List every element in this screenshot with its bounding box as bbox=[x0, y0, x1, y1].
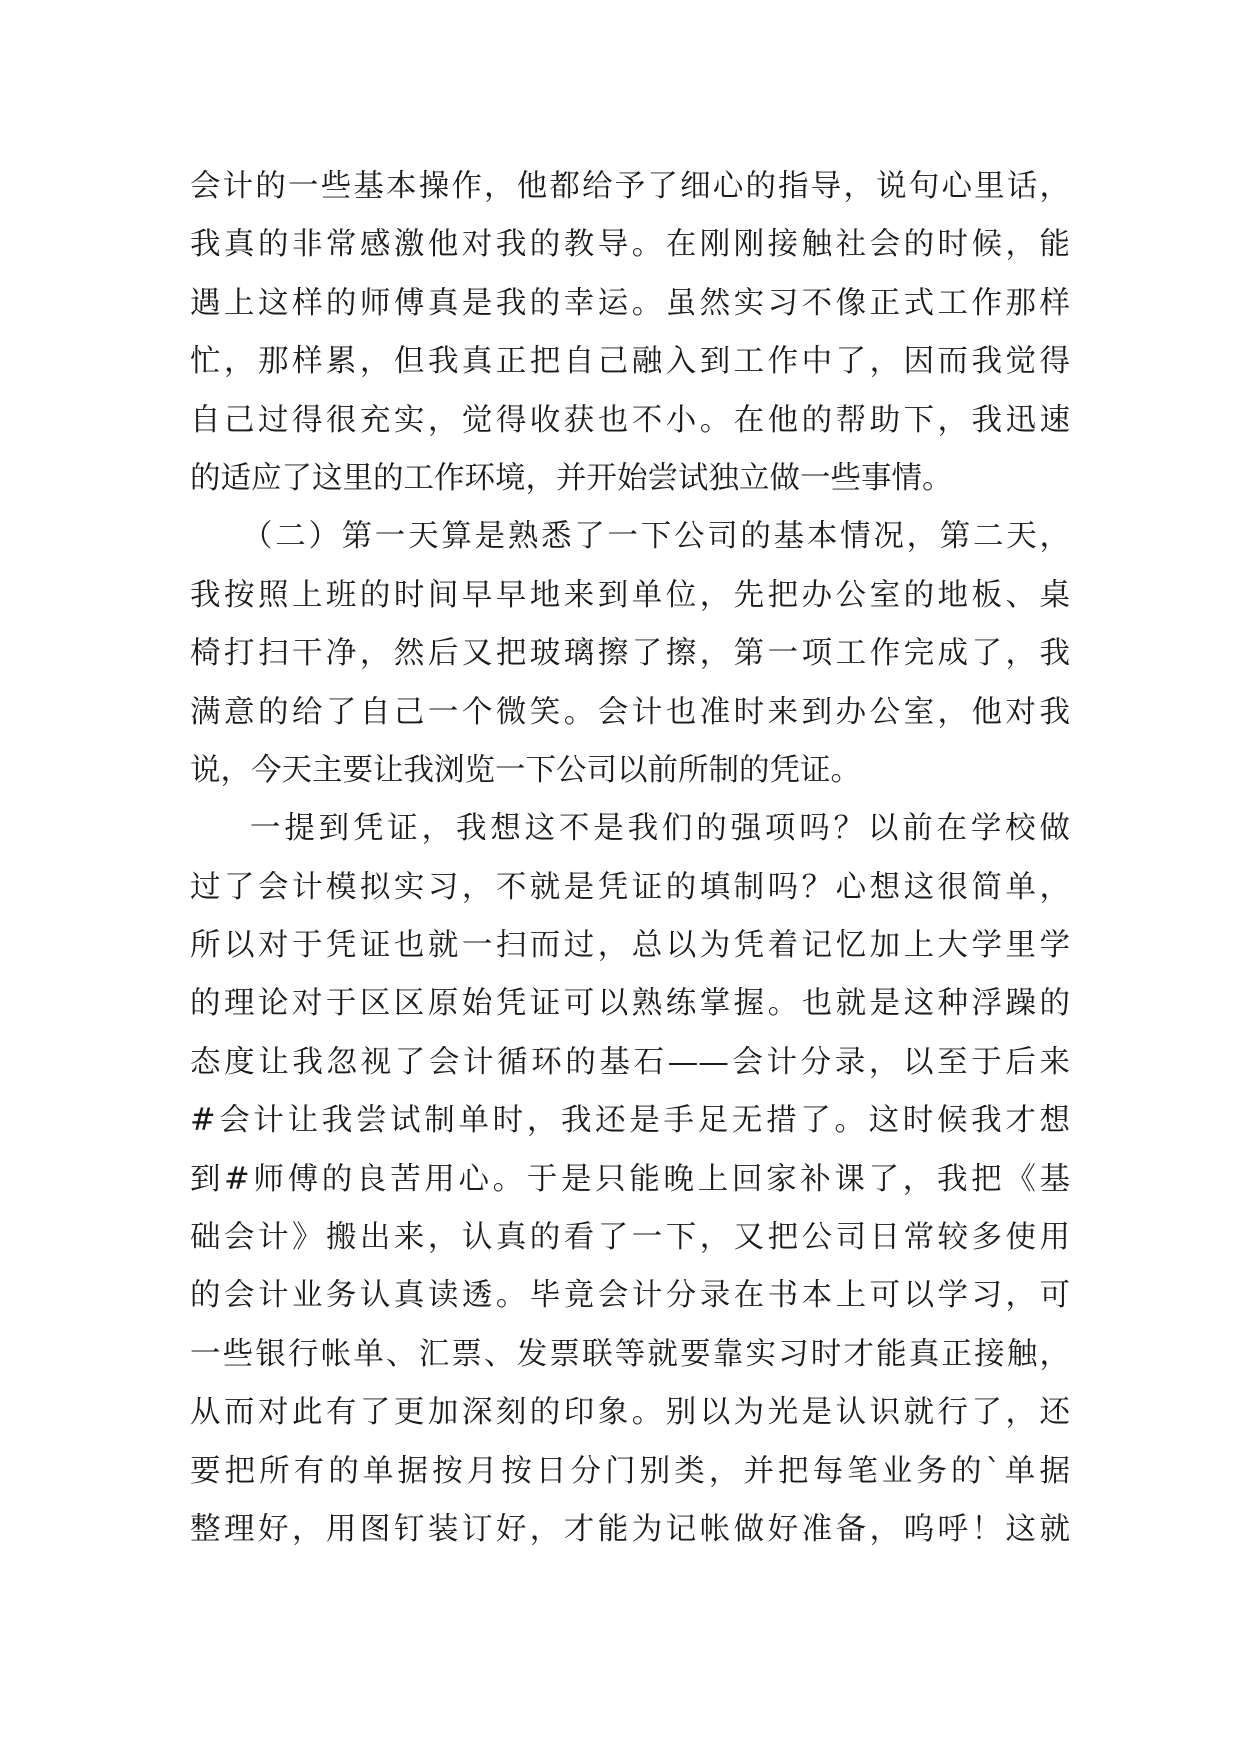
text-line: 忙，那样累，但我真正把自己融入到工作中了，因而我觉得 bbox=[190, 344, 1070, 380]
text-line: 自己过得很充实，觉得收获也不小。在他的帮助下，我迅速 bbox=[190, 402, 1070, 438]
text-line: 我真的非常感激他对我的教导。在刚刚接触社会的时候，能 bbox=[190, 227, 1070, 263]
text-line: 到#师傅的良苦用心。于是只能晚上回家补课了，我把《基 bbox=[190, 1161, 1070, 1197]
text-line: 过了会计模拟实习，不就是凭证的填制吗？心想这很简单， bbox=[190, 869, 1070, 905]
text-line: 所以对于凭证也就一扫而过，总以为凭着记忆加上大学里学 bbox=[190, 928, 1070, 964]
text-line: 的理论对于区区原始凭证可以熟练掌握。也就是这种浮躁的 bbox=[190, 986, 1070, 1022]
text-line: 从而对此有了更加深刻的印象。别以为光是认识就行了，还 bbox=[190, 1395, 1070, 1431]
text-line: 椅打扫干净，然后又把玻璃擦了擦，第一项工作完成了，我 bbox=[190, 636, 1070, 672]
text-line: 说，今天主要让我浏览一下公司以前所制的凭证。 bbox=[190, 752, 861, 788]
document-body bbox=[190, 158, 1070, 1559]
text-line: 满意的给了自己一个微笑。会计也准时来到办公室，他对我 bbox=[190, 694, 1070, 730]
text-line: 一些银行帐单、汇票、发票联等就要靠实习时才能真正接触， bbox=[190, 1336, 1070, 1372]
paragraph-first-line: 一提到凭证，我想这不是我们的强项吗？以前在学校做 bbox=[250, 811, 1070, 847]
text-line: 我按照上班的时间早早地来到单位，先把办公室的地板、桌 bbox=[190, 577, 1070, 613]
text-line: 要把所有的单据按月按日分门别类，并把每笔业务的`单据 bbox=[190, 1453, 1070, 1489]
text-line: 遇上这样的师傅真是我的幸运。虽然实习不像正式工作那样 bbox=[190, 285, 1070, 321]
text-line: 态度让我忽视了会计循环的基石——会计分录，以至于后来 bbox=[190, 1044, 1070, 1080]
text-line: 会计的一些基本操作，他都给予了细心的指导，说句心里话， bbox=[190, 169, 1070, 204]
text-line: 础会计》搬出来，认真的看了一下，又把公司日常较多使用 bbox=[190, 1220, 1070, 1256]
text-line: 的适应了这里的工作环境，并开始尝试独立做一些事情。 bbox=[190, 460, 953, 496]
text-line: 整理好，用图钉装订好，才能为记帐做好准备，呜呼！这就 bbox=[190, 1511, 1070, 1547]
paragraph-first-line: （二）第一天算是熟悉了一下公司的基本情况，第二天， bbox=[242, 519, 1070, 555]
text-line: 的会计业务认真读透。毕竟会计分录在书本上可以学习，可 bbox=[190, 1278, 1070, 1314]
text-line: #会计让我尝试制单时，我还是手足无措了。这时候我才想 bbox=[190, 1103, 1070, 1139]
